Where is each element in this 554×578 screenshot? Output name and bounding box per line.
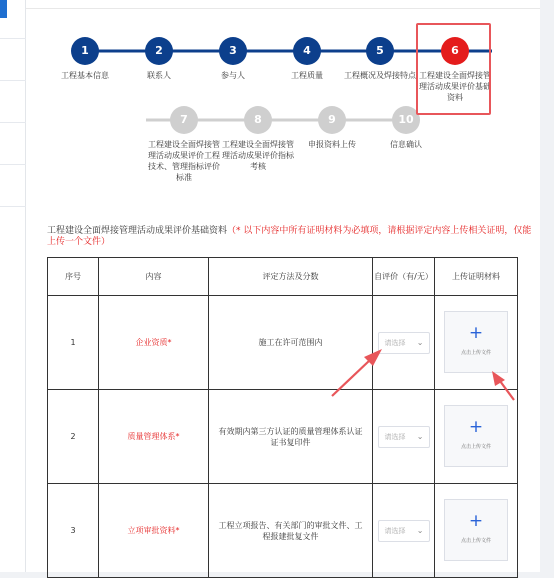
row-item-name: 立项审批资料* <box>99 484 209 578</box>
self-eval-select[interactable] <box>378 332 430 354</box>
step-number-badge: 5 <box>366 37 394 65</box>
step-number-badge: 3 <box>219 37 247 65</box>
step-label: 工程基本信息 <box>61 71 109 80</box>
row-method: 施工在许可范围内 <box>209 296 373 390</box>
row-upload-cell <box>435 484 518 578</box>
table-header-row <box>48 258 518 296</box>
step-label: 工程建设全面焊接管理活动成果评价工程技术、管理指标评价标准 <box>148 140 220 182</box>
upload-label: 点击上传文件 <box>460 349 491 356</box>
step-number-badge: 6 <box>441 37 469 65</box>
current-step-highlight <box>416 23 491 115</box>
select-placeholder: 请选择 <box>384 338 406 347</box>
row-seq: 1 <box>48 296 99 390</box>
row-method: 工程立项报告、有关部门的审批文件、工程报建批复文件 <box>209 484 373 578</box>
upload-label: 点击上传文件 <box>460 537 491 544</box>
row-item-name: 企业资质* <box>99 296 209 390</box>
step-number-badge: 2 <box>145 37 173 65</box>
upload-box[interactable] <box>444 499 508 561</box>
section-required-note: （* 以下内容中所有证明材料为必填项，请根据评定内容上传相关证明，仅能上传一个文件） <box>47 226 532 247</box>
sidebar-divider <box>0 80 26 81</box>
row-self-eval-cell <box>373 296 435 390</box>
plus-icon: + <box>468 322 484 343</box>
step-number-badge: 4 <box>293 37 321 65</box>
step-label: 参与人 <box>221 71 245 80</box>
step-number-badge: 10 <box>392 106 420 134</box>
main-panel <box>26 0 540 572</box>
upload-label: 点击上传文件 <box>460 443 491 450</box>
plus-icon: + <box>468 510 484 531</box>
header-seq: 序号 <box>48 258 99 296</box>
table-row <box>48 484 518 578</box>
chevron-down-icon: ⌄ <box>416 337 424 347</box>
row-method: 有效期内第三方认证的质量管理体系认证证书复印件 <box>209 390 373 484</box>
select-placeholder: 请选择 <box>384 526 406 535</box>
step-number-badge: 9 <box>318 106 346 134</box>
row-upload-cell <box>435 390 518 484</box>
row-seq: 3 <box>48 484 99 578</box>
table-row <box>48 296 518 390</box>
step-number-badge: 7 <box>170 106 198 134</box>
step-number-badge: 8 <box>244 106 272 134</box>
step-number-badge: 1 <box>71 37 99 65</box>
step-label: 信息确认 <box>390 140 422 149</box>
section-title <box>47 226 539 248</box>
step-label: 工程概况及焊接特点 <box>344 71 416 80</box>
sidebar-divider <box>0 206 26 207</box>
self-eval-select[interactable] <box>378 520 430 542</box>
plus-icon: + <box>468 416 484 437</box>
header-content: 内容 <box>99 258 209 296</box>
row-item-name: 质量管理体系* <box>99 390 209 484</box>
row-upload-cell <box>435 296 518 390</box>
step-label: 工程质量 <box>291 71 323 80</box>
header-method: 评定方法及分数 <box>209 258 373 296</box>
upload-box[interactable] <box>444 311 508 373</box>
row-seq: 2 <box>48 390 99 484</box>
sidebar-divider <box>0 164 26 165</box>
select-placeholder: 请选择 <box>384 432 406 441</box>
step-label: 工程建设全面焊接管理活动成果评价基础资料 <box>419 71 491 102</box>
step-label: 工程建设全面焊接管理活动成果评价指标考核 <box>222 140 294 171</box>
sidebar-divider <box>0 122 26 123</box>
materials-table <box>47 257 518 578</box>
step-label: 联系人 <box>147 71 171 80</box>
left-sidebar-strip <box>0 0 26 572</box>
self-eval-select[interactable] <box>378 426 430 448</box>
upload-box[interactable] <box>444 405 508 467</box>
chevron-down-icon: ⌄ <box>416 525 424 535</box>
chevron-down-icon: ⌄ <box>416 431 424 441</box>
sidebar-divider <box>0 38 26 39</box>
header-upload: 上传证明材料 <box>435 258 518 296</box>
row-self-eval-cell <box>373 484 435 578</box>
table-row <box>48 390 518 484</box>
step-label: 申报资料上传 <box>308 140 356 149</box>
section-title-text: 工程建设全面焊接管理活动成果评价基础资料 <box>47 226 228 236</box>
page-right-gutter <box>540 0 554 572</box>
sidebar-active-marker <box>0 0 7 18</box>
header-self-eval: 自评价（有/无） <box>373 258 435 296</box>
row-self-eval-cell <box>373 390 435 484</box>
